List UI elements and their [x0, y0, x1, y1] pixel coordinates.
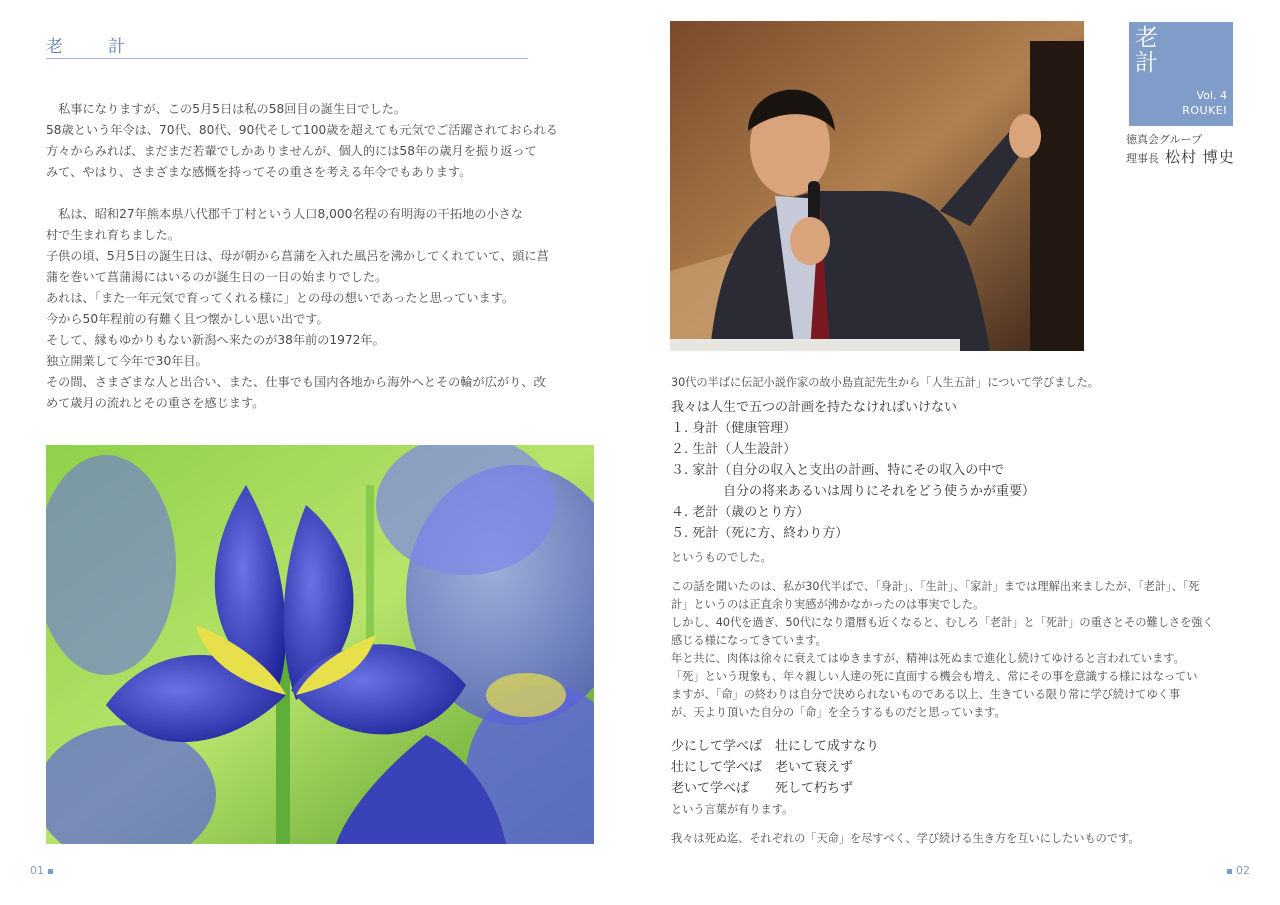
intro-line: 30代の半ばに伝記小説作家の故小島直記先生から「人生五計」について学びました。 — [671, 376, 1099, 389]
body-line: そして、縁もゆかりもない新潟へ来たのが38年前の1972年。 — [46, 333, 385, 347]
body-line: 私事になりますが、この5月5日は私の58回目の誕生日でした。 — [46, 102, 407, 116]
body-line: 私は、昭和27年熊本県八代郡千丁村という人口8,000名程の有明海の干拓地の小さな — [46, 207, 523, 221]
intro-text — [671, 374, 1191, 392]
plans-end-line: というものでした。 — [671, 551, 772, 564]
reflection-paragraph — [671, 578, 1214, 722]
iris-flower-photo — [46, 445, 594, 844]
paragraph-line: 感じる様になってきています。 — [671, 634, 827, 647]
proverb-line: 少にして学べば 壮にして成すなり — [671, 739, 880, 754]
plan-item: ５. 死計（死に方、終わり方） — [671, 526, 849, 541]
paragraph-line: が、天より頂いた自分の「命」を全うするものだと思っています。 — [671, 706, 1006, 719]
proverb-end-line: という言葉が有ります。 — [671, 803, 794, 816]
speaker-portrait-photo — [670, 21, 1084, 351]
body-line: 子供の頃、5月5日の誕生日は、母が朝から菖蒲を入れた風呂を沸かしてくれていて、頭に菖 — [46, 249, 549, 263]
body-line: みて、やはり、さまざまな感慨を持ってその重さを考える年令でもあります。 — [46, 165, 472, 179]
square-marker-icon — [48, 869, 53, 874]
series-badge — [1129, 22, 1233, 126]
body-line: あれは、「また一年元気で育ってくれる様に」との母の想いであったと思っています。 — [46, 291, 515, 305]
body-line: 独立開業して今年で30年目。 — [46, 354, 208, 368]
paragraph-line: しかし、40代を過ぎ、50代になり還暦も近くなると、むしろ「老計」と「死計」の重さとその難しさを強く — [671, 616, 1214, 629]
page-number-left — [30, 864, 57, 877]
body-line: その間、さまざまな人と出合い、また、仕事でも国内各地から海外へとその輪が広がり、改 — [46, 375, 546, 389]
proverb-line: 壮にして学べば 老いて衰えず — [671, 760, 854, 775]
plans-heading: 我々は人生で五つの計画を持たなければいけない — [671, 400, 958, 415]
body-line: 58歳という年令は、70代、80代、90代そして100歳を超えても元気でご活躍されておられる — [46, 123, 558, 137]
plan-item: ３. 家計（自分の収入と支出の計画、特にその収入の中で — [671, 463, 1005, 478]
paragraph-line: 「死」という現象も、年々親しい人達の死に直面する機会も増え、常にその事を意識する様にはなってい — [671, 670, 1198, 683]
left-article-body — [46, 99, 558, 414]
page-number-right — [1223, 864, 1250, 877]
plan-item: ２. 生計（人生設計） — [671, 442, 797, 457]
paragraph-line: 年と共に、肉体は徐々に衰えてはゆきますが、精神は死ぬまで進化し続けてゆけると言われています。 — [671, 652, 1185, 665]
square-marker-icon — [1227, 869, 1232, 874]
badge-kanji — [1135, 26, 1158, 76]
badge-kanji-top: 老 — [1135, 25, 1158, 51]
plan-item: １. 身計（健康管理） — [671, 421, 797, 436]
author-role: 理事長 — [1126, 152, 1159, 165]
plan-item: ４. 老計（歳のとり方） — [671, 505, 810, 520]
author-name: 松村 博史 — [1165, 148, 1235, 166]
author-line — [1126, 146, 1235, 167]
proverb-end — [671, 801, 1191, 819]
badge-volume: Vol. 4 — [1196, 89, 1227, 102]
page-title: 老 計 — [46, 37, 139, 57]
closing-text — [671, 830, 1191, 848]
plan-item: 自分の将来あるいは周りにそれをどう使うかが重要） — [671, 484, 1036, 499]
closing-line: 我々は死ぬ迄、それぞれの「天命」を尽すべく、学び続ける生き方を互いにしたいものです。 — [671, 832, 1140, 845]
proverb — [671, 736, 1191, 799]
plans-end — [671, 549, 1191, 567]
page-number-text: 01 — [30, 864, 44, 877]
paragraph-line: この話を聞いたのは、私が30代半ばで、「身計」、「生計」、「家計」までは理解出来ましたが、「老計」、「死 — [671, 580, 1200, 593]
paragraph-line: ますが、「命」の終わりは自分で決められないものである以上、生きている限り常に学び続けてゆく事 — [671, 688, 1181, 701]
paragraph-line: 計」というのは正直余り実感が沸かなかったのは事実でした。 — [671, 598, 985, 611]
badge-kanji-bottom: 計 — [1135, 50, 1158, 76]
five-plans-list — [671, 397, 1191, 544]
body-line: 蒲を巻いて菖蒲湯にはいるのが誕生日の一日の始まりでした。 — [46, 270, 388, 284]
author-group: 徳真会グループ — [1126, 133, 1203, 146]
page-number-text: 02 — [1236, 864, 1250, 877]
body-line: 方々からみれば、まだまだ若輩でしかありませんが、個人的には58年の歳月を振り返って — [46, 144, 537, 158]
body-line: 今から50年程前の有難く且つ懐かしい思い出です。 — [46, 312, 329, 326]
body-line: めて歳月の流れとその重さを感じます。 — [46, 396, 265, 410]
paragraph-gap — [46, 183, 532, 204]
proverb-line: 老いて学べば 死して朽ちず — [671, 781, 854, 796]
body-line: 村で生まれ育ちました。 — [46, 228, 181, 242]
badge-romaji: ROUKEI — [1182, 104, 1227, 117]
title-divider — [46, 58, 528, 59]
